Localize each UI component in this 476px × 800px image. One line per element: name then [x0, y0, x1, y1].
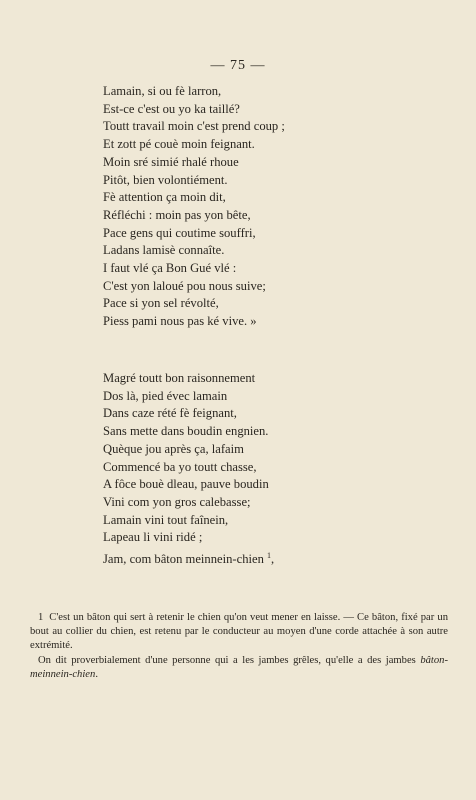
- stanza-2: [103, 370, 274, 569]
- verse-line: Pace gens qui coutime souffri,: [103, 225, 256, 240]
- verse-line: A fôce bouè dleau, pauve boudin: [103, 477, 269, 492]
- footnotes: [30, 611, 448, 682]
- proverb-end: .: [95, 668, 98, 680]
- proverb-text: On dit proverbialement d'une personne qui a les jambes grêles, qu'elle a des jambes: [38, 654, 416, 666]
- verse-line: Pitôt, bien volontiément.: [103, 172, 228, 187]
- stanza-1: [103, 83, 285, 331]
- verse-line: Et zott pé couè moin feignant.: [103, 137, 255, 152]
- verse-line: Lapeau li vini ridé ;: [103, 530, 203, 545]
- verse-line: Lamain, si ou fè larron,: [103, 84, 222, 98]
- verse-line: Toutt travail moin c'est prend coup ;: [103, 119, 285, 134]
- verse-line: I faut vlé ça Bon Gué vlé :: [103, 261, 237, 276]
- footnote-1: [30, 611, 448, 654]
- footnote-proverb: [30, 654, 448, 682]
- verse-line: Ladans lamisè connaîte.: [103, 243, 225, 258]
- verse-line: Magré toutt bon raisonnement: [103, 371, 256, 385]
- verse-line: Quèque jou après ça, lafaim: [103, 441, 244, 456]
- verse-line: C'est yon laloué pou nous suive;: [103, 278, 266, 293]
- verse-line: Pace si yon sel révolté,: [103, 296, 219, 311]
- verse-line-with-note: [103, 547, 274, 569]
- verse-line: Commencé ba yo toutt chasse,: [103, 459, 257, 474]
- verse-line: Fè attention ça moin dit,: [103, 190, 226, 205]
- verse-line: Vini com yon gros calebasse;: [103, 494, 251, 509]
- verse-line: Réfléchi : moin pas yon bête,: [103, 207, 251, 222]
- verse-line-text: Jam, com bâton meinnein-chien: [103, 552, 264, 567]
- verse-line: Moin sré simié rhalé rhoue: [103, 154, 239, 169]
- verse-line: Dans caze rété fè feignant,: [103, 406, 237, 421]
- verse-line: Est-ce c'est ou yo ka taillé?: [103, 101, 240, 116]
- page-number: — 75 —: [210, 58, 266, 73]
- verse-line: Dos là, pied évec lamain: [103, 388, 228, 403]
- verse-line: Lamain vini tout faînein,: [103, 512, 229, 527]
- verse-line: Piess pami nous pas ké vive. »: [103, 314, 257, 329]
- verse-line-tail: ,: [271, 552, 275, 567]
- footnote-marker: 1: [38, 612, 44, 623]
- footnote-reference: 1: [267, 551, 272, 561]
- verse-line: Sans mette dans boudin engnien.: [103, 424, 269, 439]
- footnote-text: C'est un bâton qui sert à retenir le chien qu'on veut mener en laisse. — Ce bâton, fixé par un bout au collier du chien, est retenu par le conducteur au moyen d'une corde attachée à son autre extrémité.: [30, 612, 448, 652]
- proverb-term: bâton-meinnein-chien: [30, 654, 448, 680]
